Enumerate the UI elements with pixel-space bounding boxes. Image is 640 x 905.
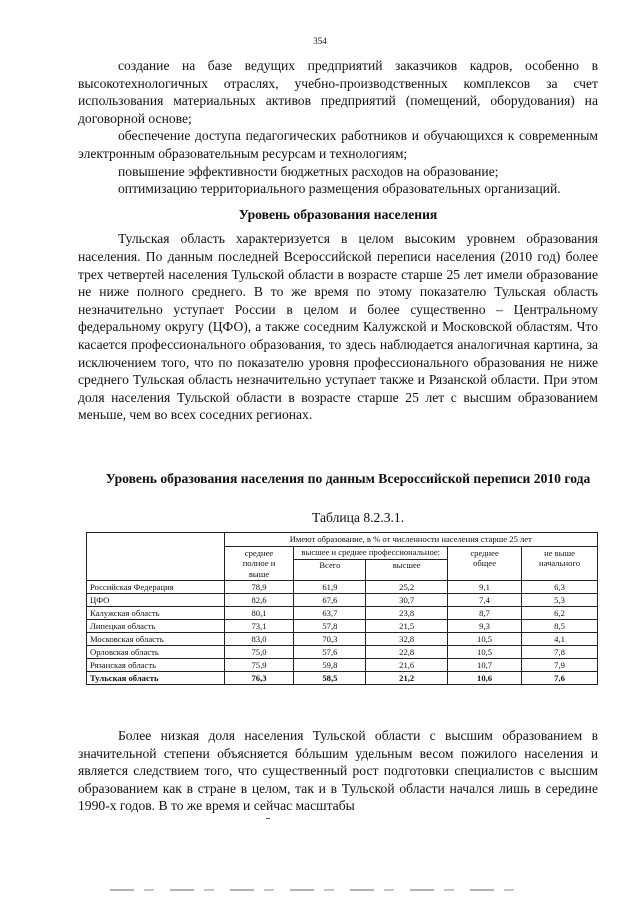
cell-region: Российская Федерация (87, 581, 225, 594)
education-table (86, 532, 598, 685)
paragraph-workforce-complexes: создание на базе ведущих предприятий заказчиков кадров, особенно в высокотехнологичных отраслях, учебно-производственных комплексов за счет использования материальных активов предприятий (помещений, оборудования) на договорной основе; (78, 58, 598, 126)
paragraph-territorial-optimization: оптимизацию территориального размещения образовательных организаций. (118, 181, 561, 197)
table-row (87, 581, 598, 594)
paragraph-intro: Тульская область характеризуется в целом высоким уровнем образования населения. По данным последней Всероссийской переписи населения (2010 год) более трех четвертей населения Тульской области в возрасте старше 25 лет имели образование не ниже полного среднего. В то же время по этому показателю Тульская область незначительно уступает России в целом и более существенно – Центральному федеральному округу (ЦФО), а также соседним Калужской и Московской областям. Что касается профессионального образования, то здесь наблюдается аналогичная картина, за исключением того, что по показателю уровня профессионального образования не ниже среднего Тульская область незначительно уступает также и Рязанской области. При этом доля населения Тульской области в возрасте старше 25 лет с высшим образованием меньше, чем во всех соседних регионах. (78, 231, 598, 423)
header-region-blank (87, 533, 225, 581)
cell-professional-total: 70,3 (294, 633, 366, 646)
cell-higher: 21,6 (366, 659, 448, 672)
cell-secondary-full: 75,0 (224, 646, 294, 659)
cell-secondary-full: 78,9 (224, 581, 294, 594)
table-row (87, 607, 598, 620)
cell-secondary-full: 75,9 (224, 659, 294, 672)
page-number: 354 (313, 36, 327, 46)
table-row (87, 646, 598, 659)
cell-higher: 22,8 (366, 646, 448, 659)
cell-below-primary: 6,2 (522, 607, 598, 620)
cell-region: Московская область (87, 633, 225, 646)
cell-higher: 32,8 (366, 633, 448, 646)
cell-below-primary: 7,9 (522, 659, 598, 672)
cell-secondary-general: 9,3 (448, 620, 522, 633)
cell-secondary-general: 8,7 (448, 607, 522, 620)
cell-below-primary: 8,5 (522, 620, 598, 633)
cell-secondary-general: 9,1 (448, 581, 522, 594)
body-text-top (78, 57, 598, 424)
cell-secondary-general: 10,5 (448, 633, 522, 646)
cell-below-primary: 6,3 (522, 581, 598, 594)
cell-secondary-general: 10,7 (448, 659, 522, 672)
table-row (87, 633, 598, 646)
section-heading: Уровень образования населения (238, 206, 438, 222)
cell-region: Рязанская область (87, 659, 225, 672)
cell-region: ЦФО (87, 594, 225, 607)
cell-secondary-full: 83,0 (224, 633, 294, 646)
cell-below-primary: 4,1 (522, 633, 598, 646)
header-secondary-general: среднее общее (448, 546, 522, 581)
header-below-primary: не выше начального (522, 546, 598, 581)
cell-region: Липецкая область (87, 620, 225, 633)
cell-professional-total: 57,8 (294, 620, 366, 633)
cell-professional-total: 59,8 (294, 659, 366, 672)
body-text-bottom (78, 727, 598, 815)
table-header-row-1 (87, 533, 598, 547)
cell-below-primary: 5,3 (522, 594, 598, 607)
table-row-highlighted (87, 672, 598, 685)
cell-secondary-full: 82,6 (224, 594, 294, 607)
cell-higher: 23,8 (366, 607, 448, 620)
table-row (87, 594, 598, 607)
cell-higher: 21,5 (366, 620, 448, 633)
cell-region: Калужская область (87, 607, 225, 620)
header-total: Всего (294, 560, 366, 581)
cell-professional-total: 67,6 (294, 594, 366, 607)
cell-professional-total: 57,6 (294, 646, 366, 659)
table-row (87, 659, 598, 672)
paragraph-electronic-resources: обеспечение доступа педагогических работников и обучающихся к современным электронным образовательным ресурсам и технологиям; (78, 128, 598, 161)
cell-professional-total: 63,7 (294, 607, 366, 620)
table-label: Таблица 8.2.3.1. (312, 510, 405, 525)
cell-secondary-full: 80,1 (224, 607, 294, 620)
cell-higher: 30,7 (366, 594, 448, 607)
cell-professional-total: 61,9 (294, 581, 366, 594)
header-group: Имеют образование, в % от численности населения старше 25 лет (224, 533, 597, 547)
header-professional: высшее и среднее профессиональное: (294, 546, 448, 560)
header-higher: высшее (366, 560, 448, 581)
cell-secondary-full: 76,3 (224, 672, 294, 685)
cell-region: Орловская область (87, 646, 225, 659)
cell-region: Тульская область (87, 672, 225, 685)
footer-scan-artifact (110, 889, 530, 891)
cell-secondary-general: 10,6 (448, 672, 522, 685)
table-row (87, 620, 598, 633)
table-heading: Уровень образования населения по данным Всероссийской переписи 2010 года (105, 471, 591, 486)
cell-below-primary: 7,6 (522, 672, 598, 685)
header-secondary-full: среднее полное и выше (224, 546, 294, 581)
cell-higher: 25,2 (366, 581, 448, 594)
cell-secondary-full: 73,1 (224, 620, 294, 633)
cell-secondary-general: 7,4 (448, 594, 522, 607)
cell-higher: 21,2 (366, 672, 448, 685)
cell-professional-total: 58,5 (294, 672, 366, 685)
cell-below-primary: 7,8 (522, 646, 598, 659)
paragraph-conclusion: Более низкая доля населения Тульской области с высшим образованием в значительной степени объясняется бóльшим удельным весом пожилого населения и является следствием того, что существенный рост подготовки специалистов с высшим образованием как в стране в целом, так и в Тульской области начался лишь в середине 1990-х годов. В то же время и сейчас масштабы (78, 728, 598, 814)
paragraph-budget-efficiency: повышение эффективности бюджетных расходов на образование; (118, 163, 499, 179)
scan-mark (266, 818, 270, 819)
cell-secondary-general: 10,5 (448, 646, 522, 659)
